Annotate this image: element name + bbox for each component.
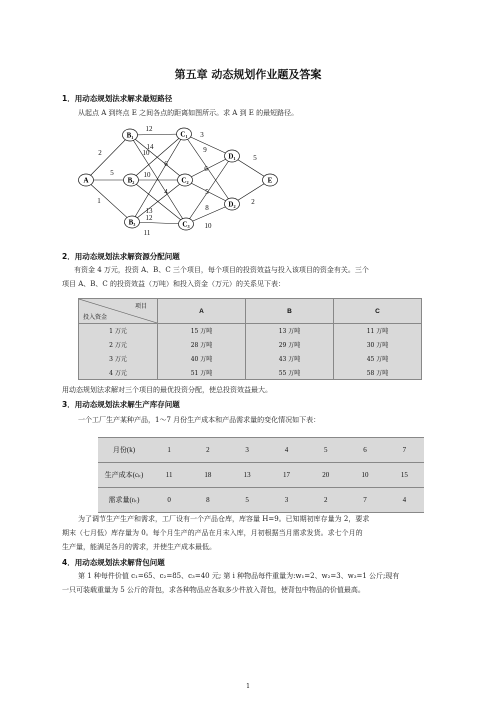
- graph-edge: [131, 134, 184, 180]
- row-label: 1 万元: [79, 324, 158, 338]
- table-row: [98, 463, 424, 488]
- table-cell: 10: [345, 463, 384, 488]
- edge-weight-label: 8: [205, 204, 209, 212]
- section-2-text-1: 有资金 4 万元，投资 A、B、C 三个项目，每个项目的投资效益与投入该项目的资金有关。三个: [74, 266, 369, 274]
- graph-node-label: D₂: [228, 200, 236, 209]
- column-header: B: [246, 299, 334, 324]
- section-3-para-3: 生产量，能满足各月的需求，并使生产成本最低。: [62, 543, 216, 551]
- table-cell: 30 万吨: [334, 338, 422, 352]
- edge-weight-label: 2: [98, 149, 102, 157]
- table-cell: 29 万吨: [246, 338, 334, 352]
- graph-node-label: C₁: [180, 130, 188, 139]
- production-table: [98, 437, 424, 513]
- table-cell: 28 万吨: [158, 338, 246, 352]
- table-cell: 45 万吨: [334, 352, 422, 366]
- section-3-para-2: 期末（七月低）库存量为 0。每个月生产的产品在月末入库，月初根据当月需求发货。求七个月的: [62, 529, 363, 537]
- table-cell: 2: [306, 488, 345, 513]
- section-3-text: 一个工厂生产某种产品，1～7 月份生产成本和产品需求量的变化情况如下表：: [78, 416, 321, 424]
- edge-weight-label: 13: [145, 207, 153, 215]
- page-number: 1: [246, 683, 250, 690]
- table-cell: 7: [385, 438, 424, 463]
- graph-node-label: C₃: [182, 220, 190, 229]
- table-cell: 58 万吨: [334, 366, 422, 380]
- edge-weight-label: 12: [145, 214, 153, 222]
- table-cell: 17: [267, 463, 306, 488]
- edge-weight-label: 5: [205, 188, 209, 196]
- table-cell: 4: [385, 488, 424, 513]
- table-cell: 51 万吨: [158, 366, 246, 380]
- table-row: [79, 366, 422, 380]
- edge-weight-label: 14: [146, 143, 154, 151]
- graph-node-label: B₂: [127, 176, 135, 185]
- table-cell: 7: [345, 488, 384, 513]
- graph-edge: [185, 156, 232, 180]
- graph-edge: [130, 134, 184, 135]
- table-cell: 13 万吨: [246, 324, 334, 338]
- table-cell: 18: [188, 463, 227, 488]
- investment-table: [78, 298, 422, 380]
- table-cell: 40 万吨: [158, 352, 246, 366]
- section-1-heading: 1．用动态规划法求解求最短路径: [62, 94, 173, 103]
- section-3-para-1: 为了调节生产生产和需求，工厂设有一个产品仓库，库容量 H=9。已知期初库存量为 2，要求: [78, 515, 370, 523]
- edge-weight-label: 9: [203, 146, 207, 154]
- graph-node-label: D₁: [228, 152, 236, 161]
- row-label: 2 万元: [79, 338, 158, 352]
- row-label: 生产成本(cₖ): [98, 463, 150, 488]
- table-cell: 8: [188, 488, 227, 513]
- table-cell: 11: [150, 463, 188, 488]
- table-cell: 3: [267, 488, 306, 513]
- table-row: [79, 324, 422, 338]
- row-label: 需求量(rₖ): [98, 488, 150, 513]
- section-2-heading: 2．用动态规划法求解资源分配问题: [62, 252, 180, 261]
- table-row: [79, 338, 422, 352]
- edge-weight-label: 5: [253, 154, 257, 162]
- table-corner: [79, 299, 158, 324]
- edge-weight-label: 10: [204, 222, 212, 230]
- corner-bottom-label: 投入资金: [83, 315, 108, 321]
- edge-weight-label: 6: [164, 160, 168, 168]
- table-cell: 43 万吨: [246, 352, 334, 366]
- column-header: C: [334, 299, 422, 324]
- row-label: 4 万元: [79, 366, 158, 380]
- section-4-para-1: 第 1 种每件价值 c₁=65、c₂=85、c₃=40 元; 第 i 种物品每件重量为:w₁=2、w₂=3、w₃=1 公斤;现有: [78, 572, 400, 580]
- table-cell: 20: [306, 463, 345, 488]
- edge-weight-label: 3: [200, 131, 204, 139]
- section-1-text: 从起点 A 到终点 E 之间各点的距离如图所示。求 A 到 E 的最短路径。: [78, 109, 299, 117]
- table-cell: 0: [150, 488, 188, 513]
- graph-edge: [132, 180, 185, 222]
- column-header: A: [158, 299, 246, 324]
- graph-node-label: A: [83, 176, 89, 185]
- corner-top-label: 项目: [134, 304, 147, 310]
- table-cell: 15 万吨: [158, 324, 246, 338]
- section-4-para-2: 一只可装载重量为 5 公斤的背包，求各种物品应各取多少件放入背包，使背包中物品的价值最高。: [62, 586, 365, 594]
- table-cell: 5: [306, 438, 345, 463]
- section-2-text-2: 项目 A、B、C 的投资效益（万吨）和投入资金（万元）的关系见下表：: [62, 280, 286, 288]
- table-cell: 13: [228, 463, 267, 488]
- table-cell: 2: [188, 438, 227, 463]
- graph-node-label: C₂: [181, 176, 189, 185]
- edge-weight-label: 2: [251, 198, 255, 206]
- graph-edge: [131, 180, 186, 224]
- edge-weight-label: 12: [145, 125, 153, 133]
- table-row: [98, 438, 424, 463]
- shortest-path-graph: [60, 118, 300, 238]
- section-3-heading: 3．用动态规划法求解生产库存问题: [62, 400, 180, 409]
- graph-edge: [86, 135, 130, 180]
- graph-node-label: E: [267, 176, 273, 185]
- row-label: 月份(k): [98, 438, 150, 463]
- graph-node-label: B₃: [128, 218, 136, 227]
- table-cell: 4: [267, 438, 306, 463]
- table-cell: 55 万吨: [246, 366, 334, 380]
- edge-weight-label: 10: [142, 149, 150, 157]
- edge-weight-label: 4: [164, 188, 168, 196]
- table-cell: 11 万吨: [334, 324, 422, 338]
- edge-weight-label: 1: [97, 197, 101, 205]
- edge-weight-label: 5: [110, 169, 114, 177]
- edge-weight-label: 6: [204, 165, 208, 173]
- graph-node-label: B₁: [126, 131, 134, 140]
- table-cell: 15: [385, 463, 424, 488]
- section-2-after: 用动态规划法求解对三个项目的最优投资分配，使总投资效益最大。: [62, 386, 272, 394]
- page-title: 第五章 动态规划作业题及答案: [174, 68, 322, 81]
- table-cell: 6: [345, 438, 384, 463]
- graph-edge: [130, 135, 185, 180]
- table-row: [98, 488, 424, 513]
- graph-edge: [86, 180, 132, 222]
- table-cell: 3: [228, 438, 267, 463]
- row-label: 3 万元: [79, 352, 158, 366]
- graph-edge: [132, 222, 186, 224]
- edge-weight-label: 10: [143, 171, 151, 179]
- table-cell: 1: [150, 438, 188, 463]
- section-4-heading: 4．用动态规划法求解背包问题: [62, 558, 165, 567]
- table-cell: 5: [228, 488, 267, 513]
- edge-weight-label: 11: [143, 229, 151, 237]
- table-row: [79, 352, 422, 366]
